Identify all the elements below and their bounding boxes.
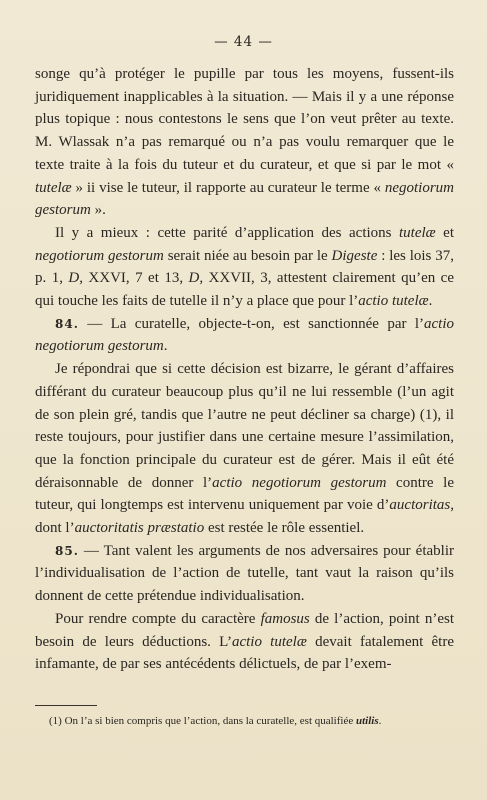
section-number: 84.: [55, 316, 79, 331]
text: ».: [90, 202, 106, 219]
text: XXVI, 7 et 13,: [82, 270, 189, 287]
paragraph-4: [35, 358, 454, 540]
italic-text: actio tutelæ: [358, 293, 429, 310]
text: XXVII, 3, attestent clairement qu’en ce qui touche les faits de tutelle il n’y a place que pour l’: [35, 270, 454, 310]
section-number: 85.: [55, 543, 79, 558]
text: est restée le rôle essentiel.: [204, 520, 365, 537]
text: » ii vise le tuteur, il rapporte au curateur le terme «: [71, 179, 385, 196]
text: , dont l’: [35, 497, 454, 537]
text: et: [435, 224, 454, 241]
text: — Tant valent les arguments de nos adversaires pour établir l’individualisation de l’action de tutelle, tant vaut la raison qu’ils donnent de cette prétendue individualisation.: [35, 542, 454, 605]
paragraph-1: [35, 63, 454, 222]
paragraph-85: [35, 540, 454, 608]
footnote-1: [35, 712, 454, 731]
italic-text: auctoritas: [389, 497, 451, 514]
paragraph-2: [35, 222, 454, 313]
italic-text: negotiorum gestorum: [35, 247, 164, 264]
italic-text: actio tutelæ: [231, 633, 307, 650]
page-number: — 44 —: [214, 34, 273, 50]
italic-text: tutelæ: [35, 179, 72, 196]
italic-text: D,: [188, 270, 204, 287]
footnote-divider: [35, 705, 97, 706]
text: serait niée au besoin par le: [163, 247, 332, 264]
text: Il y a mieux : cette parité d’application des actions: [55, 224, 399, 241]
italic-text: negotiorum gestorum: [35, 179, 454, 219]
italic-text: Digeste: [331, 247, 378, 264]
text: — La curatelle, objecte-t-on, est sanctionnée par l’: [78, 315, 424, 332]
text: Je répondrai que si cette décision est bizarre, le gérant d’affaires différant du curateur beaucoup plus qu’il ne lui ressemble (l’un agit de son plein gré, tandis que l’autre ne peut décliner sa charge) (1), il reste toujours, pour justifier dans une certaine mesure l’assimilation, que la fonction principale du curateur est de gérer. Mais il eût été déraisonnable de donner l’: [35, 361, 454, 491]
text: Pour rendre compte du caractère: [55, 610, 261, 627]
text: (1) On l’a si bien compris que l’action, dans la curatelle, est qualifiée: [49, 715, 356, 727]
text: contre le tuteur, qui longtemps est intervenu uniquement par voie d’: [35, 474, 454, 514]
footnote: [35, 712, 454, 731]
paragraph-84: [35, 313, 454, 358]
italic-text: tutelæ: [399, 224, 436, 241]
italic-text: D,: [68, 270, 83, 287]
italic-text: famosus: [260, 610, 310, 627]
paragraph-6: [35, 608, 454, 676]
text: de l’action, point n’est besoin de leurs déductions. L’: [35, 610, 454, 650]
body-text: [35, 63, 454, 676]
text: devait fatalement être infamante, de par ses antécédents délictuels, de par l’exem-: [35, 633, 454, 673]
text: .: [378, 715, 382, 727]
italic-text: actio negotiorum gestorum: [35, 315, 454, 355]
italic-text: auctoritatis præstatio: [74, 520, 205, 537]
italic-text: actio negotiorum gestorum: [212, 474, 387, 491]
italic-text: utilis: [355, 715, 379, 727]
text: .: [428, 293, 433, 310]
text: .: [163, 338, 168, 355]
text: : les lois 37, p. 1,: [35, 247, 454, 287]
text: songe qu’à protéger le pupille par tous les moyens, fussent-ils juridiquement inapplicables à la situation. — Mais il y a une réponse plus topique : nous contestons le sens que l’on veut prêter au texte. M. Wlassak n’a pas remarqué ou n’a pas voulu remarquer que le texte traite à la fois du tuteur et du curateur, et que si par le mot «: [35, 66, 454, 173]
